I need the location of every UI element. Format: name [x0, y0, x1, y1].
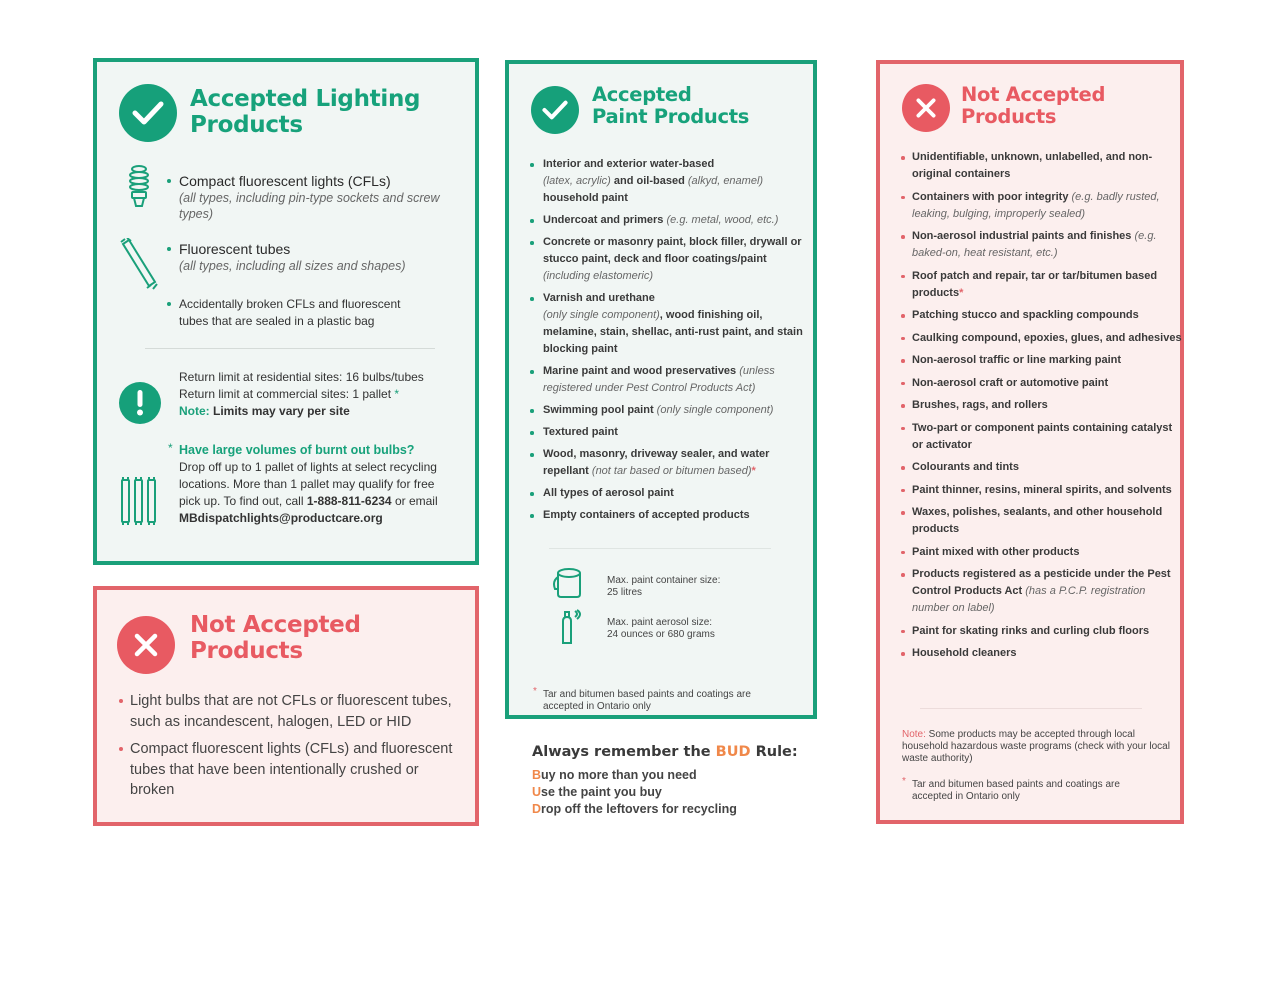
bud-line-buy: Buy no more than you need [532, 768, 697, 782]
aerosol-size-row [533, 609, 811, 651]
exclamation-icon [119, 382, 161, 424]
panel-title [592, 84, 749, 128]
commercial-limit [179, 386, 469, 403]
bullet [167, 302, 171, 306]
title-line-2: Paint Products [592, 104, 750, 128]
panel-title [190, 87, 420, 139]
list-item: Undercoat and primers (e.g. metal, wood, etc.) [539, 212, 811, 229]
list-item: Marine paint and wood preservatives (unless registered under Pest Control Products Act) [539, 363, 811, 397]
x-icon [117, 616, 175, 674]
container-size-row [533, 567, 811, 609]
panel-title [961, 84, 1105, 128]
paint-can-icon [551, 567, 585, 604]
container-size-value: 25 litres [607, 587, 643, 598]
bud-heading: Always remember the BUD Rule: [532, 744, 798, 760]
aerosol-size-value: 24 ounces or 680 grams [607, 629, 715, 640]
list-item: Paint for skating rinks and curling club floors [910, 623, 1182, 640]
list-item: Unidentifiable, unknown, unlabelled, and non-original containers [910, 149, 1182, 183]
list-item: Paint mixed with other products [910, 544, 1182, 561]
item-cfl-detail: (all types, including pin-type sockets and screw types) [179, 191, 440, 221]
list-item: All types of aerosol paint [539, 485, 811, 502]
list-item: Patching stucco and spackling compounds [910, 307, 1182, 324]
bud-line-use: Use the paint you buy [532, 785, 662, 799]
item-broken: Accidentally broken CFLs and fluorescent tubes that are sealed in a plastic bag [179, 297, 401, 328]
divider [145, 348, 435, 349]
residential-limit: Return limit at residential sites: 16 bulbs/tubes [179, 370, 424, 384]
list-item: Non-aerosol craft or automotive paint [910, 375, 1182, 392]
container-size-label: Max. paint container size: [607, 575, 721, 586]
list-item: Two-part or component paints containing catalyst or activator [910, 420, 1182, 454]
list-item: Swimming pool paint (only single component) [539, 402, 811, 419]
note-label: Note: [902, 729, 926, 740]
list-item: Caulking compound, epoxies, glues, and adhesives [910, 330, 1182, 347]
not-accepted-item-text: Light bulbs that are not CFLs or fluorescent tubes, such as incandescent, halogen, LED or HID [130, 693, 452, 730]
bud-rule [532, 744, 812, 818]
footnote-line-1: Tar and bitumen based paints and coatings are [912, 779, 1120, 790]
list-item: Roof patch and repair, tar or tar/bitumen based products* [910, 268, 1182, 302]
footnote-asterisk: * [902, 776, 906, 787]
accepted-lighting-panel [93, 58, 479, 565]
asterisk: * [394, 387, 400, 401]
list-item: Brushes, rags, and rollers [910, 397, 1182, 414]
list-item: Household cleaners [910, 645, 1182, 662]
lighting-not-accepted-list [130, 691, 470, 808]
bullet [119, 747, 123, 751]
item-tubes-detail: (all types, including all sizes and shapes) [179, 259, 406, 273]
list-item: Concrete or masonry paint, block filler, drywall or stucco paint, deck and floor coatings/paint (including elastomeric) [539, 234, 811, 285]
title-line-1: Accepted [592, 83, 692, 106]
accepted-paint-panel [505, 60, 817, 719]
title-line-1: Accepted Lighting [190, 86, 421, 112]
limits-block [179, 369, 469, 420]
footnote-line-1: Tar and bitumen based paints and coatings are [543, 689, 751, 700]
large-volumes-line-3 [179, 493, 469, 510]
divider [920, 708, 1142, 709]
email-text: or email [391, 494, 438, 508]
cfl-bulb-icon [127, 165, 151, 216]
paint-not-accepted-panel [876, 60, 1184, 824]
list-item: Paint thinner, resins, mineral spirits, and solvents [910, 482, 1182, 499]
list-item: Interior and exterior water-based (latex, acrylic) and oil-based (alkyd, enamel) household paint [539, 156, 811, 207]
bullet [119, 699, 123, 703]
fluorescent-tube-icon [119, 238, 159, 295]
list-item: Colourants and tints [910, 459, 1182, 476]
not-accepted-item-text: Compact fluorescent lights (CFLs) and fluorescent tubes that have been intentionally crushed or broken [130, 741, 453, 798]
list-item: Wood, masonry, driveway sealer, and water repellant (not tar based or bitumen based)* [539, 446, 811, 480]
footnote-line-2: accepted in Ontario only [912, 791, 1020, 802]
bullet [167, 179, 171, 183]
email-address[interactable]: MBdispatchlights@productcare.org [179, 511, 383, 525]
list-item: Non-aerosol industrial paints and finishes (e.g. baked-on, heat resistant, etc.) [910, 228, 1182, 262]
list-item: Products registered as a pesticide under the Pest Control Products Act (has a P.C.P. registration number on label) [910, 566, 1182, 617]
paint-not-accepted-notes [902, 708, 1182, 803]
note [902, 729, 1182, 765]
paint-limits-block [533, 548, 811, 713]
list-item: Varnish and urethane (only single component), wood finishing oil, melamine, stain, shellac, anti-rust paint, and stain blocking paint [539, 290, 811, 358]
accepted-paint-list [539, 156, 811, 529]
asterisk: * [168, 441, 173, 455]
bullet [167, 247, 171, 251]
title-line-2: Products [190, 111, 303, 138]
check-icon [531, 86, 579, 134]
aerosol-size-label: Max. paint aerosol size: [607, 617, 713, 628]
check-icon [119, 84, 177, 142]
divider [549, 548, 771, 549]
note-text: Limits may vary per site [213, 404, 350, 418]
item-cfl-row [179, 172, 469, 222]
call-text: pick up. To find out, call [179, 494, 307, 508]
item-tubes-row [179, 240, 469, 274]
item-broken-row [179, 296, 429, 330]
phone-number[interactable]: 1-888-811-6234 [306, 494, 392, 508]
large-volumes-heading: Have large volumes of burnt out bulbs? [179, 443, 415, 457]
note-text: Some products may be accepted through local household hazardous waste programs (check with your local waste authority) [902, 729, 1170, 764]
large-volumes-line-2: locations. More than 1 pallet may qualify for free [179, 477, 435, 491]
title-line-1: Not Accepted [961, 83, 1106, 106]
footnote-line-2: accepted in Ontario only [543, 701, 651, 712]
list-item: Waxes, polishes, sealants, and other household products [910, 504, 1182, 538]
list-item: Empty containers of accepted products [539, 507, 811, 524]
large-volumes-line-1: Drop off up to 1 pallet of lights at select recycling [179, 460, 437, 474]
item-cfl: Compact fluorescent lights (CFLs) [179, 173, 391, 189]
not-accepted-item [130, 691, 470, 732]
commercial-limit-text: Return limit at commercial sites: 1 pallet [179, 387, 392, 401]
footnote [533, 686, 811, 713]
tubes-icon [119, 476, 159, 531]
x-icon [902, 84, 950, 132]
item-tubes: Fluorescent tubes [179, 241, 291, 257]
not-accepted-item [130, 739, 460, 801]
list-item: Containers with poor integrity (e.g. badly rusted, leaking, bulging, improperly sealed) [910, 189, 1182, 223]
limit-note [179, 403, 469, 420]
title-line-2: Products [190, 637, 303, 664]
lighting-not-accepted-panel [93, 586, 479, 826]
title-line-2: Products [961, 104, 1057, 128]
footnote-asterisk: * [533, 686, 537, 697]
title-line-1: Not Accepted [190, 612, 361, 638]
footnote [902, 776, 1182, 803]
lighting-accepted-list [168, 172, 469, 527]
not-accepted-paint-list [910, 149, 1182, 668]
note-label: Note: [179, 404, 210, 418]
panel-title [190, 613, 361, 665]
list-item: Textured paint [539, 424, 811, 441]
bud-line-drop: Drop off the leftovers for recycling [532, 802, 737, 816]
spray-can-icon [557, 609, 585, 650]
list-item: Non-aerosol traffic or line marking paint [910, 352, 1182, 369]
large-volumes-block [168, 441, 469, 527]
